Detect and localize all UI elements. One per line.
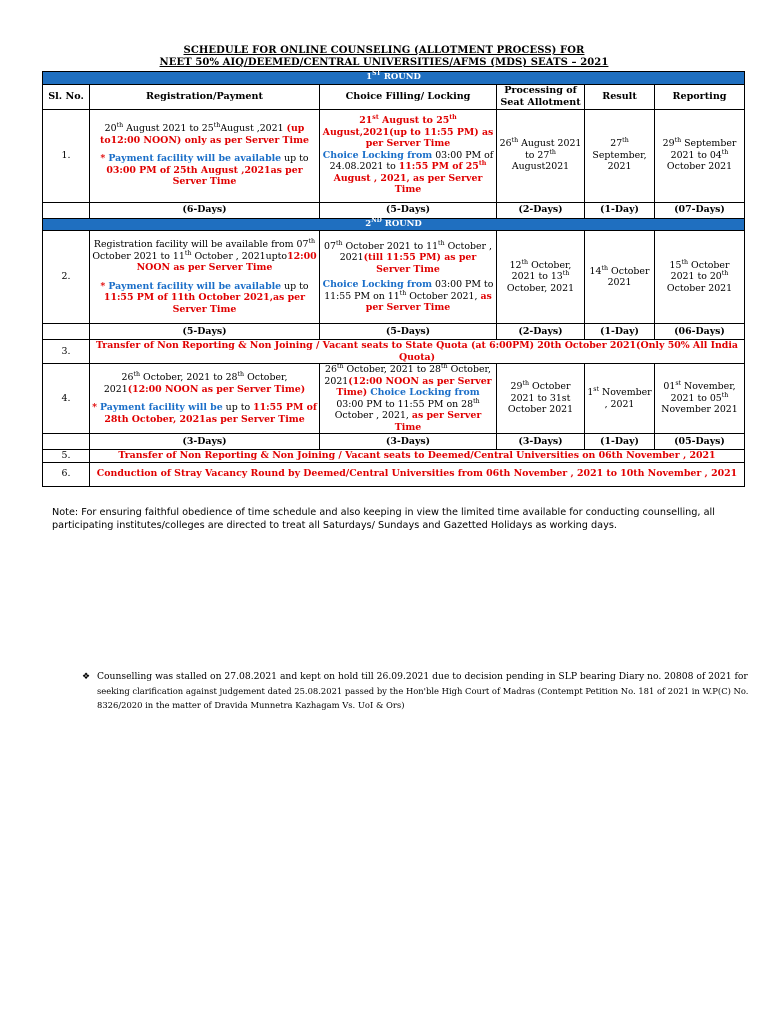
reg-text: 20th August 2021 to 25thAugust ,2021 — [104, 122, 287, 135]
choice-cell — [320, 364, 497, 434]
payment-deadline: 11:55 PM of 11th October 2021,as per Server Time — [103, 292, 306, 315]
row-4-days-row — [43, 434, 745, 450]
days-blank — [43, 434, 90, 450]
days-result: (1-Day) — [585, 324, 655, 340]
days-proc: (2-Days) — [497, 202, 585, 218]
payment-label: Payment facility will be available — [108, 153, 282, 165]
row-5 — [43, 450, 745, 463]
days-proc: (3-Days) — [497, 434, 585, 450]
choice-dates-red: (12:00 NOON as per Server Time) — [336, 375, 492, 398]
result-cell: 27th September, 2021 — [585, 109, 655, 202]
row-3-text: Transfer of Non Reporting & Non Joining / Vacant seats to State Quota (at 6:00PM) 20th October 2021(Only 50% All India Quota) — [90, 340, 745, 364]
choice-cell — [320, 231, 497, 324]
reg-red: (up to12:00 NOON) only as per Server Time — [100, 123, 309, 146]
choice-locking-to: as per Server Time — [365, 290, 492, 313]
days-result: (1-Day) — [585, 434, 655, 450]
choice-locking-from: 03:00 PM to 11:55 PM on 28th October , 2021, — [334, 397, 480, 421]
registration-cell — [90, 109, 320, 202]
upto-text: up to — [284, 153, 309, 165]
payment-deadline: 11:55 PM of 28th October, 2021as per Server Time — [104, 402, 317, 425]
round-2-row — [43, 231, 745, 324]
bullet-line-2: seeking clarification against judgement dated 25.08.2021 passed by the Hon'ble High Court of Madras (Contempt Petition No. 181 of 2021 in W.P(C) No. — [97, 686, 749, 696]
header-sl: Sl. No. — [43, 84, 90, 109]
header-processing: Processing of Seat Allotment — [497, 84, 585, 109]
round-1-bar — [43, 72, 745, 85]
diamond-bullet-icon: ❖ — [82, 672, 91, 682]
choice-locking-to: as per Server Time — [394, 410, 482, 433]
header-row — [43, 84, 745, 109]
round-1-row — [43, 109, 745, 202]
processing-cell: 26th August 2021 to 27th August2021 — [497, 109, 585, 202]
days-choice: (3-Days) — [320, 434, 497, 450]
bullet-note — [82, 670, 752, 712]
row-5-text: Transfer of Non Reporting & Non Joining / Vacant seats to Deemed/Central Universities on 06th November , 2021 — [90, 450, 745, 463]
row-3 — [43, 340, 745, 364]
choice-locking-from: 03:00 PM of 24.08.2021 to — [329, 149, 494, 173]
title-line-2: NEET 50% AIQ/DEEMED/CENTRAL UNIVERSITIES/AFMS (MDS) SEATS – 2021 — [159, 57, 609, 68]
sl-cell: 3. — [43, 340, 90, 364]
reg-text: Registration facility will be available from 07th October 2021 to 11th October , 2021upto — [92, 237, 316, 262]
row-6 — [43, 462, 745, 486]
days-choice: (5-Days) — [320, 202, 497, 218]
round-2-bar — [43, 218, 745, 231]
choice-locking-label: Choice Locking from — [370, 387, 480, 398]
sl-cell: 5. — [43, 450, 90, 463]
upto-text: up to — [284, 280, 309, 292]
sl-cell: 6. — [43, 462, 90, 486]
days-report: (06-Days) — [655, 324, 745, 340]
reg-text: 26th October, 2021 to 28th October, 2021 — [103, 370, 288, 395]
star: * — [100, 280, 106, 292]
header-registration: Registration/Payment — [90, 84, 320, 109]
days-reg: (5-Days) — [90, 324, 320, 340]
payment-deadline: 03:00 PM of 25th August ,2021as per Server Time — [106, 164, 303, 188]
choice-locking-from: 03:00 PM to 11:55 PM on 11th October 2021, — [324, 279, 494, 302]
reporting-cell: 15th October 2021 to 20th October 2021 — [655, 231, 745, 324]
choice-locking-to: 11:55 PM of 25th August , 2021, as per Server Time — [333, 160, 487, 196]
registration-cell — [90, 231, 320, 324]
sl-cell: 4. — [43, 364, 90, 434]
title-line-1: SCHEDULE FOR ONLINE COUNSELING (ALLOTMENT PROCESS) FOR — [183, 45, 585, 56]
choice-dates: 21st August to 25th August,2021(up to 11:55 PM) as per Server Time — [322, 114, 494, 150]
days-report: (05-Days) — [655, 434, 745, 450]
choice-locking-label: Choice Locking from — [322, 149, 433, 161]
upto-text: up to — [225, 402, 251, 413]
days-proc: (2-Days) — [497, 324, 585, 340]
payment-label: Payment facility will be — [99, 402, 223, 413]
header-result: Result — [585, 84, 655, 109]
days-report: (07-Days) — [655, 202, 745, 218]
bullet-line-1: Counselling was stalled on 27.08.2021 and kept on hold till 26.09.2021 due to decision pending in SLP bearing Diary no. 20808 of 2021 for — [97, 671, 748, 682]
registration-cell — [90, 364, 320, 434]
round-2-label: 2ND ROUND — [43, 218, 745, 231]
star: * — [92, 402, 97, 413]
sl-cell: 2. — [43, 231, 90, 324]
schedule-table — [42, 71, 745, 487]
choice-dates: 07th October 2021 to 11th October , 2021 — [324, 239, 492, 263]
processing-cell: 12th October, 2021 to 13th October, 2021 — [497, 231, 585, 324]
round-1-days-row — [43, 202, 745, 218]
round-1-label: 1ST ROUND — [43, 72, 745, 85]
header-choice: Choice Filling/ Locking — [320, 84, 497, 109]
reg-red: 12:00 NOON as per Server Time — [136, 250, 317, 273]
days-blank — [43, 324, 90, 340]
result-cell: 14th October 2021 — [585, 231, 655, 324]
round-2-days-row — [43, 324, 745, 340]
days-reg: (3-Days) — [90, 434, 320, 450]
result-cell: 1st November , 2021 — [585, 364, 655, 434]
days-blank — [43, 202, 90, 218]
processing-cell: 29th October 2021 to 31st October 2021 — [497, 364, 585, 434]
star: * — [100, 153, 106, 165]
choice-locking-label: Choice Locking from — [322, 279, 433, 290]
header-reporting: Reporting — [655, 84, 745, 109]
days-choice: (5-Days) — [320, 324, 497, 340]
choice-cell — [320, 109, 497, 202]
row-4 — [43, 364, 745, 434]
choice-dates: 26th October, 2021 to 28th October, 2021 — [324, 362, 491, 387]
note-text: Note: For ensuring faithful obedience of time schedule and also keeping in view the limited time available for conducting counselling, all participating institutes/colleges are directed to treat all Saturdays/ Sundays and Gazetted Holidays as working days. — [52, 507, 715, 531]
reg-red: (12:00 NOON as per Server Time) — [127, 383, 306, 395]
sl-cell: 1. — [43, 109, 90, 202]
days-reg: (6-Days) — [90, 202, 320, 218]
payment-label: Payment facility will be available — [108, 280, 282, 292]
reporting-cell: 01st November, 2021 to 05th November 2021 — [655, 364, 745, 434]
choice-dates-red: (till 11:55 PM) as per Server Time — [363, 252, 477, 275]
bullet-line-3: 8326/2020 in the matter of Dravida Munnetra Kazhagam Vs. UoI & Ors) — [97, 700, 405, 710]
row-6-text: Conduction of Stray Vacancy Round by Deemed/Central Universities from 06th November , 2021 to 10th November , 2021 — [90, 462, 745, 486]
reporting-cell: 29th September 2021 to 04th October 2021 — [655, 109, 745, 202]
days-result: (1-Day) — [585, 202, 655, 218]
